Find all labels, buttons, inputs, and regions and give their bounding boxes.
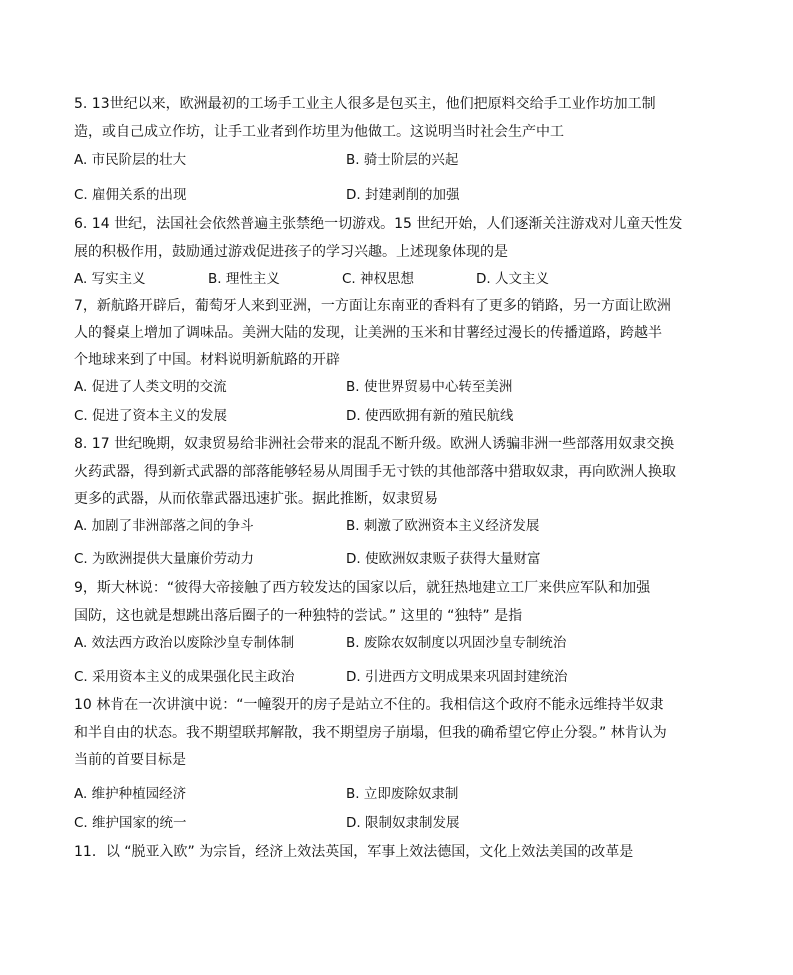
q10-option-b[interactable]: B. 立即废除奴隶制 bbox=[346, 786, 459, 802]
q10-option-a[interactable]: A. 维护种植园经济 bbox=[74, 786, 187, 802]
q6-option-b[interactable]: B. 理性主义 bbox=[208, 271, 280, 287]
q6-stem-line-1: 6. 14 世纪，法国社会依然普遍主张禁绝一切游戏。15 世纪开始，人们逐渐关注游戏对儿童天性发 bbox=[74, 216, 683, 232]
q9-stem-line-1: 9，斯大林说：“彼得大帝接触了西方较发达的国家以后，就狂热地建立工厂来供应军队和加强 bbox=[74, 580, 651, 596]
q11-stem-line-1: 11．以 “脱亚入欧” 为宗旨，经济上效法英国，军事上效法德国，文化上效法美国的改革是 bbox=[74, 844, 634, 860]
q5-stem-line-2: 造，或自己成立作坊，让手工业者到作坊里为他做工。这说明当时社会生产中工 bbox=[74, 124, 564, 140]
q8-option-a[interactable]: A. 加剧了非洲部落之间的争斗 bbox=[74, 518, 254, 534]
q10-stem-line-3: 当前的首要目标是 bbox=[74, 752, 186, 768]
q5-option-a[interactable]: A. 市民阶层的壮大 bbox=[74, 152, 187, 168]
q5-stem-line-1: 5. 13世纪以来，欧洲最初的工场手工业主人很多是包买主，他们把原料交给手工业作坊加工制 bbox=[74, 96, 656, 112]
q9-option-b[interactable]: B. 废除农奴制度以巩固沙皇专制统治 bbox=[346, 635, 567, 651]
q6-option-a[interactable]: A. 写实主义 bbox=[74, 271, 146, 287]
q6-option-c[interactable]: C. 神权思想 bbox=[342, 271, 415, 287]
q8-option-c[interactable]: C. 为欧洲提供大量廉价劳动力 bbox=[74, 551, 255, 567]
q7-option-c[interactable]: C. 促进了资本主义的发展 bbox=[74, 408, 228, 424]
q7-stem-line-3: 个地球来到了中国。材料说明新航路的开辟 bbox=[74, 352, 340, 368]
q7-option-a[interactable]: A. 促进了人类文明的交流 bbox=[74, 379, 227, 395]
q10-option-d[interactable]: D. 限制奴隶制发展 bbox=[346, 815, 460, 831]
q10-option-c[interactable]: C. 维护国家的统一 bbox=[74, 815, 187, 831]
q6-option-d[interactable]: D. 人文主义 bbox=[476, 271, 549, 287]
q7-option-b[interactable]: B. 使世界贸易中心转至美洲 bbox=[346, 379, 513, 395]
q9-option-a[interactable]: A. 效法西方政治以废除沙皇专制体制 bbox=[74, 635, 295, 651]
q5-option-d[interactable]: D. 封建剥削的加强 bbox=[346, 187, 460, 203]
q9-stem-line-2: 国防，这也就是想跳出落后圈子的一种独特的尝试。” 这里的 “独特” 是指 bbox=[74, 608, 523, 624]
q8-option-b[interactable]: B. 刺激了欧洲资本主义经济发展 bbox=[346, 518, 540, 534]
q8-stem-line-2: 火药武器，得到新式武器的部落能够轻易从周围手无寸铁的其他部落中猎取奴隶，再向欧洲人换取 bbox=[74, 464, 676, 480]
q10-stem-line-1: 10 林肯在一次讲演中说：“一幢裂开的房子是站立不住的。我相信这个政府不能永远维持半奴隶 bbox=[74, 697, 664, 713]
q7-option-d[interactable]: D. 使西欧拥有新的殖民航线 bbox=[346, 408, 514, 424]
q8-stem-line-3: 更多的武器，从而依靠武器迅速扩张。据此推断，奴隶贸易 bbox=[74, 491, 438, 507]
q9-option-c[interactable]: C. 采用资本主义的成果强化民主政治 bbox=[74, 669, 295, 685]
q7-stem-line-2: 人的餐桌上增加了调味品。美洲大陆的发现，让美洲的玉米和甘薯经过漫长的传播道路，跨越半 bbox=[74, 325, 662, 341]
q10-stem-line-2: 和半自由的状态。我不期望联邦解散，我不期望房子崩塌，但我的确希望它停止分裂。” 林肯认为 bbox=[74, 725, 667, 741]
q6-stem-line-2: 展的积极作用，鼓励通过游戏促进孩子的学习兴趣。上述现象体现的是 bbox=[74, 244, 508, 260]
q8-stem-line-1: 8. 17 世纪晚期，奴隶贸易给非洲社会带来的混乱不断升级。欧洲人诱骗非洲一些部落用奴隶交换 bbox=[74, 436, 675, 452]
q9-option-d[interactable]: D. 引进西方文明成果来巩固封建统治 bbox=[346, 669, 568, 685]
q5-option-c[interactable]: C. 雇佣关系的出现 bbox=[74, 187, 187, 203]
q7-stem-line-1: 7，新航路开辟后，葡萄牙人来到亚洲，一方面让东南亚的香料有了更多的销路，另一方面让欧洲 bbox=[74, 298, 671, 314]
q5-option-b[interactable]: B. 骑士阶层的兴起 bbox=[346, 152, 459, 168]
q8-option-d[interactable]: D. 使欧洲奴隶贩子获得大量财富 bbox=[346, 551, 541, 567]
